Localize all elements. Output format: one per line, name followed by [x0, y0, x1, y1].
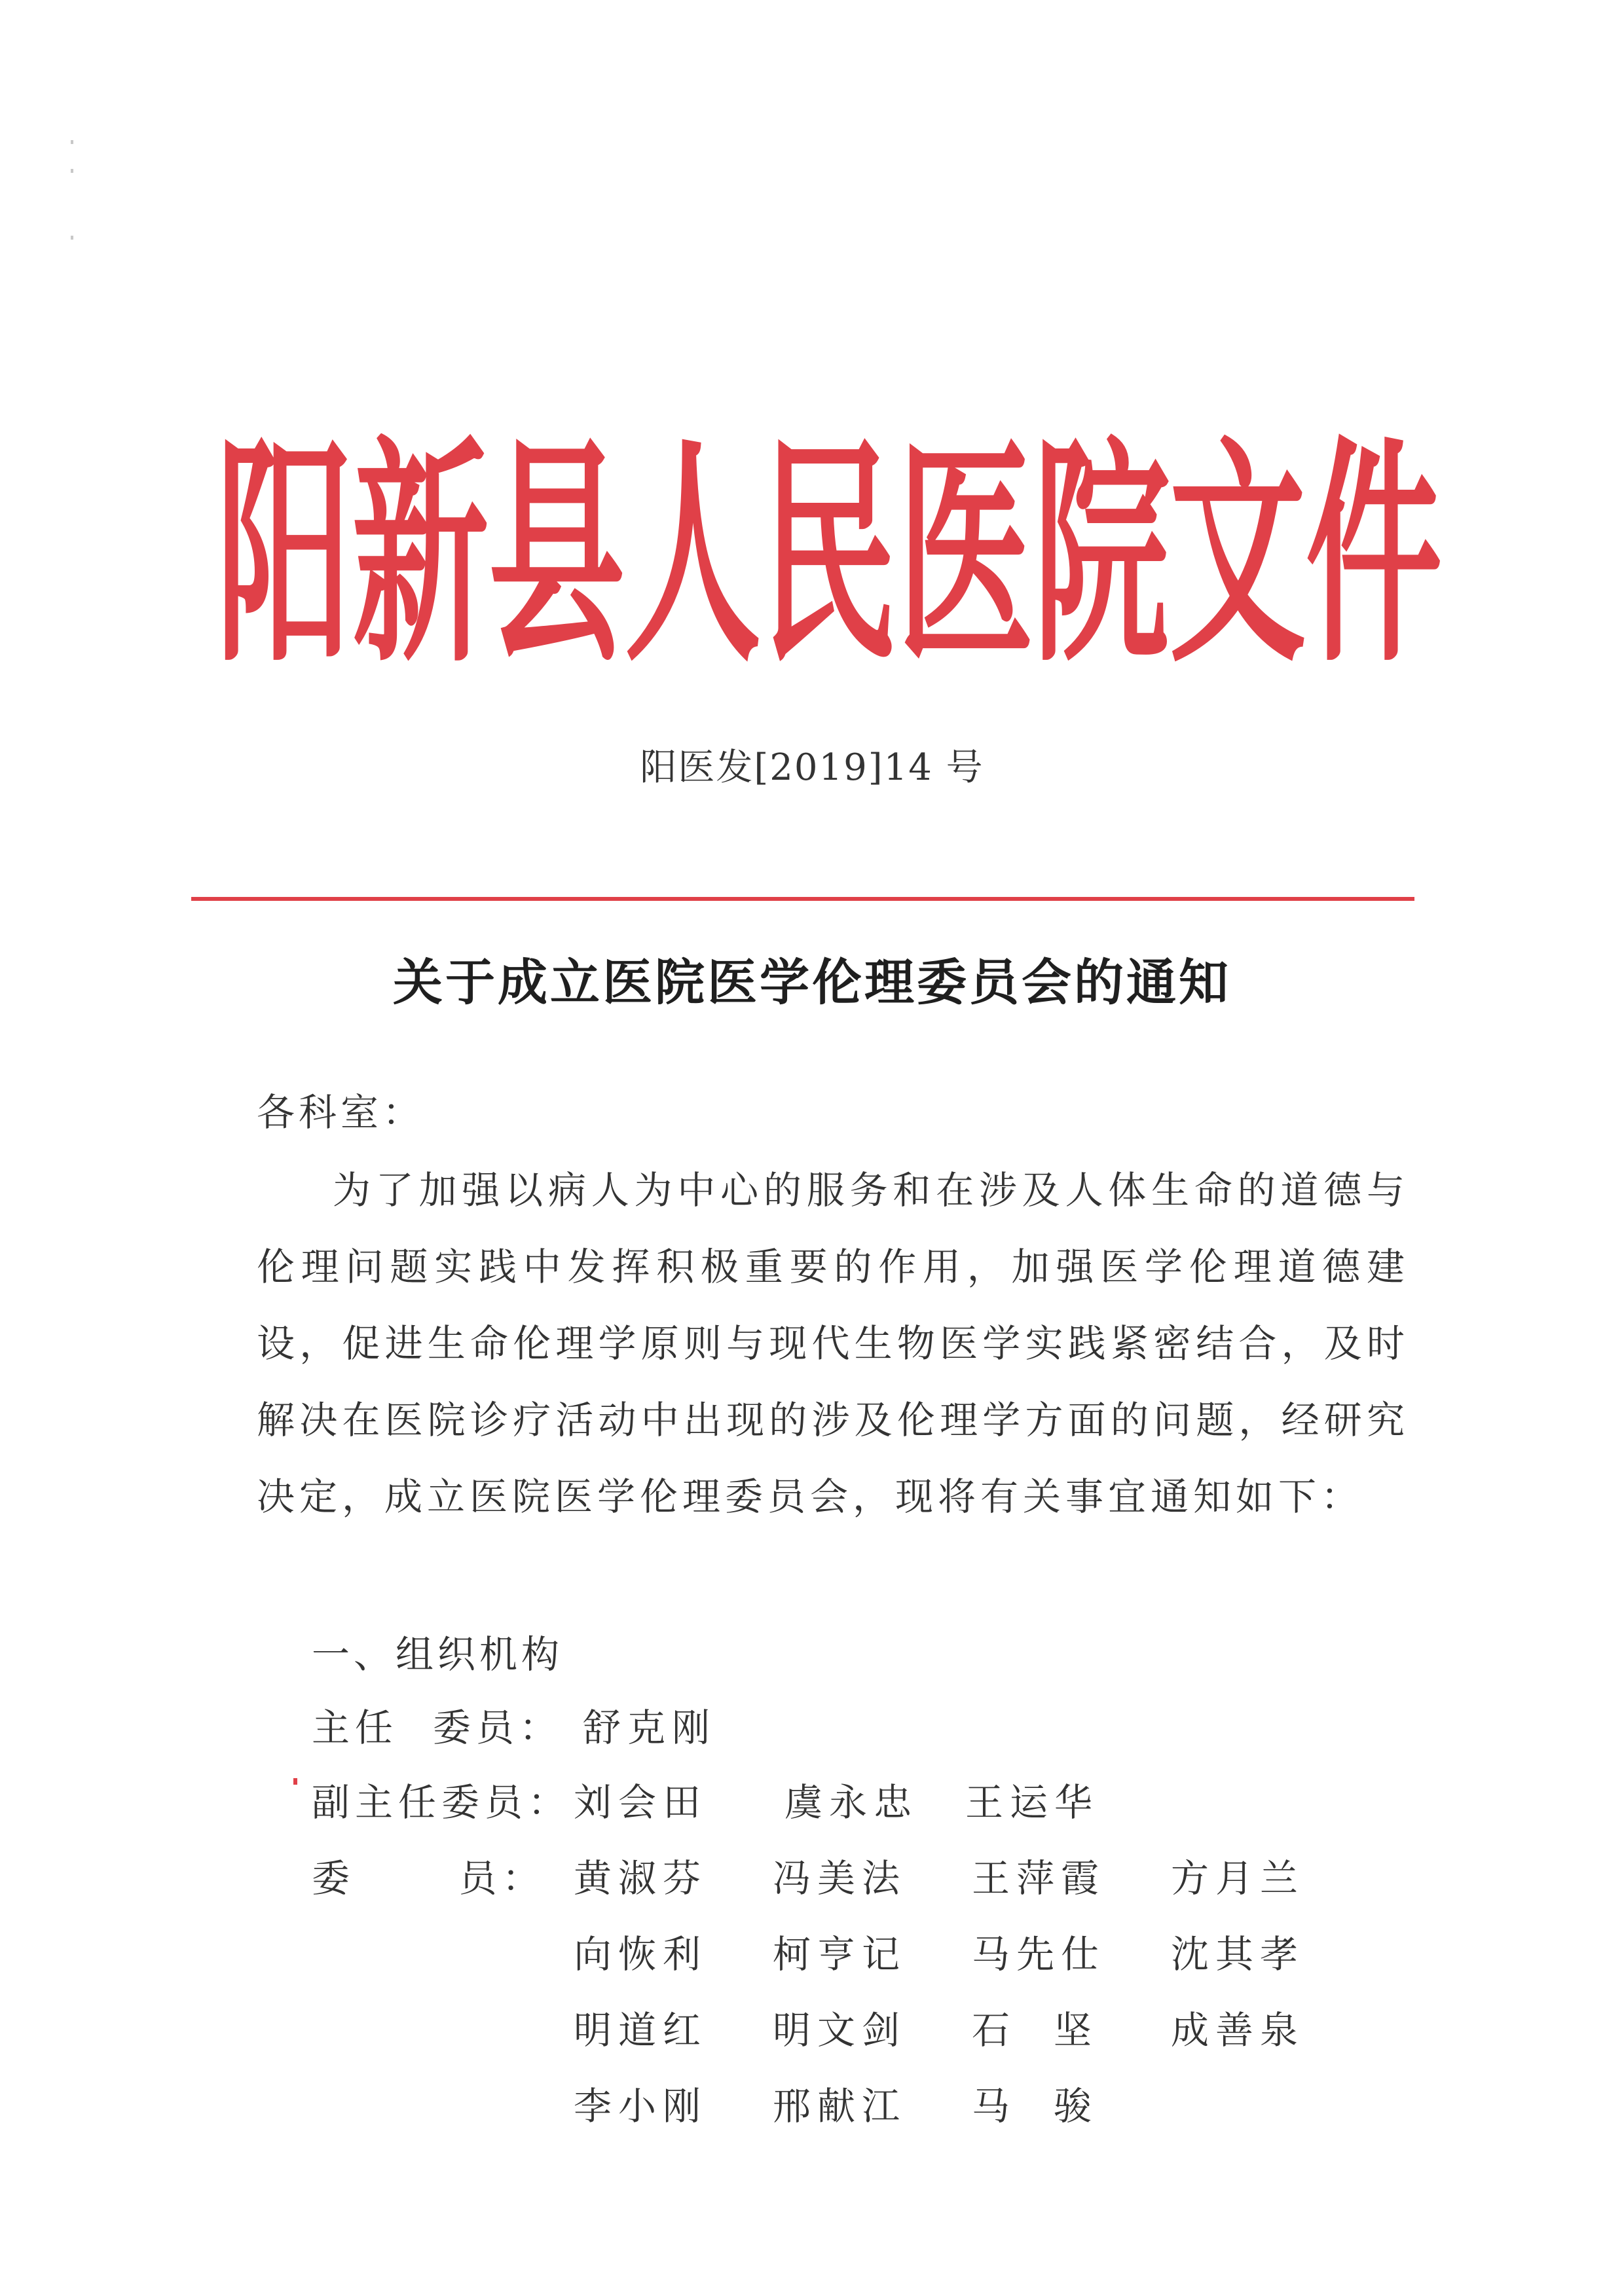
deputy-director-label: 副主任委员： [312, 1780, 572, 1825]
salutation: 各科室： [257, 1090, 425, 1135]
letterhead-char: 民 [761, 418, 897, 695]
scan-mark [71, 169, 73, 173]
body-paragraph: 为了加强以病人为中心的服务和在涉及人体生命的道德与伦理问题实践中发挥积极重要的作用，加强医学伦理道德建设，促进生命伦理学原则与现代生物医学实践紧密结合，及时解决在医院诊疗活动中出现的涉及伦理学方面的问题，经研究决定，成立医院医学伦理委员会，现将有关事宜通知如下： [257, 1168, 1409, 1519]
letterhead-char: 人 [625, 418, 761, 695]
letterhead-char: 院 [1033, 418, 1170, 695]
member-name: 明道红 [574, 2008, 708, 2052]
deputy-director-name: 虞永忠 [784, 1780, 919, 1825]
member-name: 邢献江 [773, 2084, 907, 2128]
letterhead-char: 件 [1306, 418, 1442, 695]
notice-title: 关于成立医院医学伦理委员会的通知 [393, 953, 1231, 1011]
member-name: 王萍霞 [972, 1856, 1106, 1901]
member-name: 李小刚 [574, 2084, 708, 2128]
section-heading-organization: 一、组织机构 [312, 1632, 564, 1677]
member-name: 明文剑 [773, 2008, 907, 2052]
member-name: 马 骏 [972, 2084, 1098, 2128]
member-name: 向恢利 [574, 1932, 708, 1977]
member-name: 黄淑芬 [574, 1856, 708, 1901]
member-name: 成善泉 [1171, 2008, 1305, 2052]
document-number: 阳医发[2019]14 号 [640, 746, 984, 789]
letterhead-char: 阳 [216, 418, 352, 695]
director-name: 舒克刚 [583, 1705, 717, 1750]
deputy-director-name: 王运华 [965, 1780, 1099, 1825]
member-name: 柯亨记 [773, 1932, 907, 1977]
letterhead-char: 新 [352, 418, 489, 695]
red-mark [293, 1778, 297, 1785]
member-name: 石 坚 [972, 2008, 1098, 2052]
red-divider [191, 897, 1414, 901]
letterhead-char: 医 [897, 418, 1033, 695]
member-name: 沈其孝 [1171, 1932, 1305, 1977]
scan-mark [71, 140, 73, 144]
member-name: 冯美法 [773, 1856, 907, 1901]
member-name: 方月兰 [1171, 1856, 1305, 1901]
letterhead-char: 县 [489, 418, 625, 695]
director-label: 主任 委员： [312, 1705, 563, 1750]
letterhead-title [216, 418, 1442, 695]
letterhead-char: 文 [1170, 418, 1306, 695]
scan-mark [71, 236, 73, 240]
member-name: 马先仕 [972, 1932, 1106, 1977]
deputy-director-name: 刘会田 [574, 1780, 708, 1825]
members-label: 委 员： [312, 1856, 545, 1901]
